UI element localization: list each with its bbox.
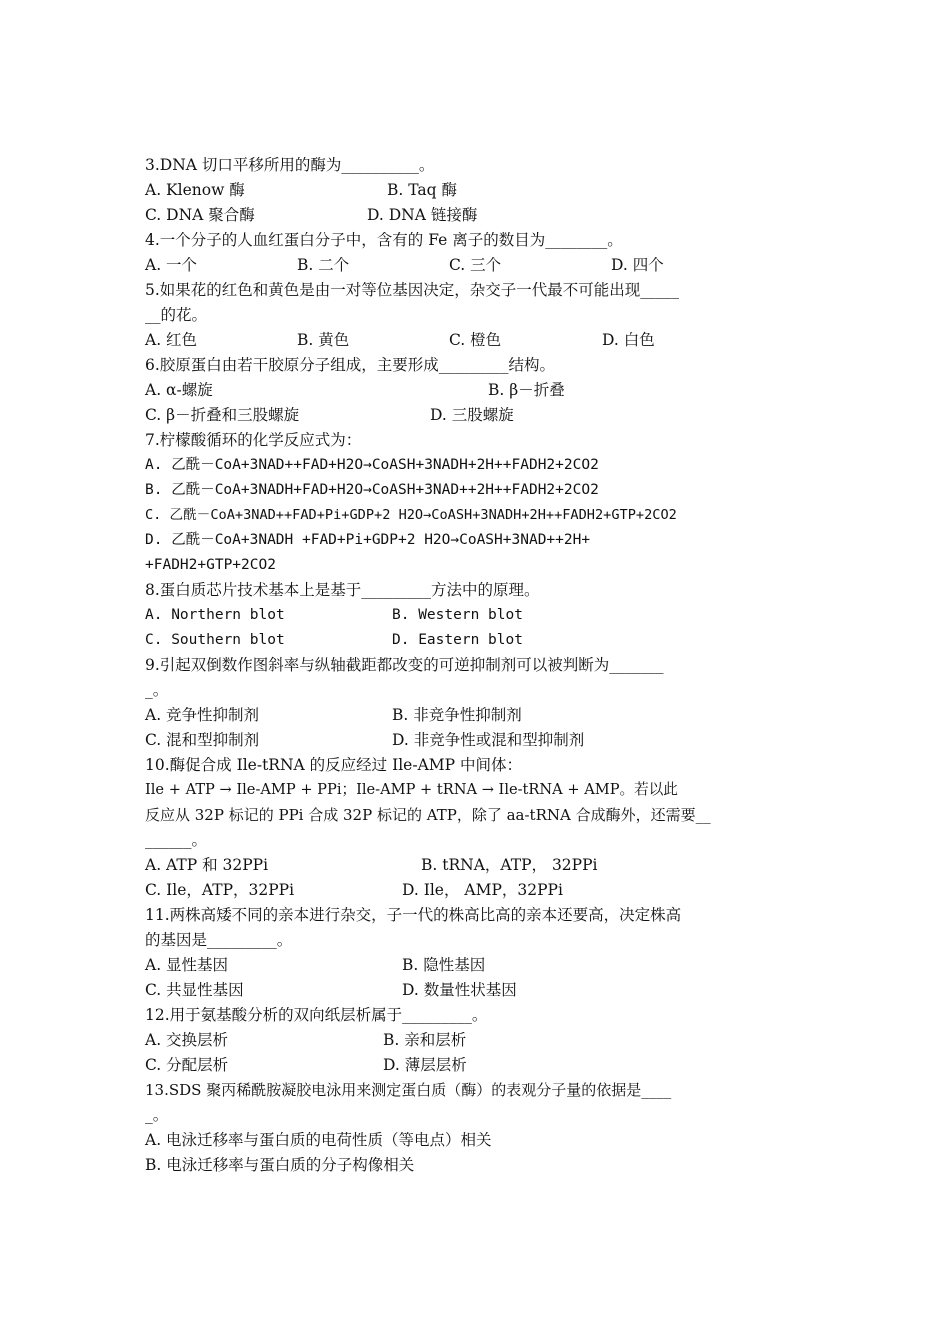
option-b: B. 隐性基因 [402,956,486,974]
question-11-stem-line-2: 的基因是_________。 [145,931,293,949]
question-9-stem-line-1: 9.引起双倒数作图斜率与纵轴截距都改变的可逆抑制剂可以被判断为_______ [145,656,664,674]
option-b: B. 二个 [297,256,350,274]
option-c: C. 三个 [449,256,502,274]
option-b: B. 非竞争性抑制剂 [392,706,522,724]
question-3-stem: 3.DNA 切口平移所用的酶为__________。 [145,156,435,174]
option-b: B. Taq 酶 [387,181,457,199]
option-a: A. Klenow 酶 [145,181,245,199]
question-7-option-b: B. 乙酰－CoA+3NADH+FAD+H2O→CoASH+3NAD++2H++FADH2+2CO2 [145,482,599,498]
question-6-stem: 6.胶原蛋白由若干胶原分子组成，主要形成_________结构。 [145,356,556,374]
question-10-stem-line-4: ______。 [145,831,208,849]
option-d: D. 四个 [611,256,664,274]
question-13-stem-line-2: _。 [145,1106,169,1124]
question-10-stem-line-1: 10.酶促合成 Ile-tRNA 的反应经过 Ile-AMP 中间体： [145,756,522,774]
option-b: B. 黄色 [297,331,350,349]
option-d: D. DNA 链接酶 [367,206,478,224]
question-8-stem: 8.蛋白质芯片技术基本上是基于_________方法中的原理。 [145,581,540,599]
question-5-stem-line-2: __的花。 [145,306,208,324]
question-12-stem: 12.用于氨基酸分析的双向纸层析属于_________。 [145,1006,488,1024]
option-b: B. tRNA，ATP， 32PPi [421,856,598,874]
option-d: D. Ile， AMP，32PPi [402,881,563,899]
option-a: A. 交换层析 [145,1031,229,1049]
question-10-stem-line-3: 反应从 32P 标记的 PPi 合成 32P 标记的 ATP，除了 aa-tRNA 合成酶外，还需要__ [145,806,711,824]
question-5-stem-line-1: 5.如果花的红色和黄色是由一对等位基因决定，杂交子一代最不可能出现_____ [145,281,680,299]
question-13-stem-line-1: 13.SDS 聚丙稀酰胺凝胶电泳用来测定蛋白质（酶）的表观分子量的依据是____ [145,1081,672,1099]
option-d: D. 三股螺旋 [430,406,514,424]
option-d: D. Eastern blot [392,632,523,648]
option-c: C. 橙色 [449,331,502,349]
question-13-option-a: A. 电泳迁移率与蛋白质的电荷性质（等电点）相关 [145,1131,492,1149]
option-d: D. 非竞争性或混和型抑制剂 [392,731,585,749]
option-a: A. 红色 [145,331,198,349]
question-11-stem-line-1: 11.两株高矮不同的亲本进行杂交，子一代的株高比高的亲本还要高，决定株高 [145,906,682,924]
option-b: B. β－折叠 [488,381,565,399]
question-10-stem-line-2: Ile + ATP → Ile-AMP + PPi；Ile-AMP + tRNA → Ile-tRNA + AMP。若以此 [145,781,678,798]
option-a: A. 竞争性抑制剂 [145,706,260,724]
option-a: A. Northern blot [145,607,285,623]
option-c: C. β－折叠和三股螺旋 [145,406,300,424]
option-c: C. Southern blot [145,632,285,648]
question-13-option-b: B. 电泳迁移率与蛋白质的分子构像相关 [145,1156,415,1174]
option-a: A. 显性基因 [145,956,229,974]
option-b: B. Western blot [392,607,523,623]
question-7-option-d-continued: +FADH2+GTP+2CO2 [145,557,276,573]
option-c: C. 分配层析 [145,1056,229,1074]
option-b: B. 亲和层析 [383,1031,467,1049]
option-a: A. ATP 和 32PPi [145,856,269,874]
option-c: C. DNA 聚合酶 [145,206,255,224]
option-c: C. Ile，ATP，32PPi [145,881,295,899]
question-9-stem-line-2: _。 [145,681,169,699]
option-d: D. 数量性状基因 [402,981,517,999]
option-d: D. 白色 [602,331,655,349]
option-d: D. 薄层层析 [383,1056,467,1074]
question-7-option-d: D. 乙酰－CoA+3NADH +FAD+Pi+GDP+2 H2O→CoASH+3NAD++2H+ [145,532,591,548]
question-7-stem: 7.柠檬酸循环的化学反应式为： [145,431,362,449]
option-c: C. 混和型抑制剂 [145,731,260,749]
question-4-stem: 4.一个分子的人血红蛋白分子中，含有的 Fe 离子的数目为________。 [145,231,623,249]
question-7-option-a: A. 乙酰－CoA+3NAD++FAD+H2O→CoASH+3NADH+2H++FADH2+2CO2 [145,457,599,473]
question-7-option-c: C. 乙酰－CoA+3NAD++FAD+Pi+GDP+2 H2O→CoASH+3NADH+2H++FADH2+GTP+2CO2 [145,507,677,523]
option-a: A. α-螺旋 [145,381,213,399]
option-a: A. 一个 [145,256,198,274]
option-c: C. 共显性基因 [145,981,244,999]
